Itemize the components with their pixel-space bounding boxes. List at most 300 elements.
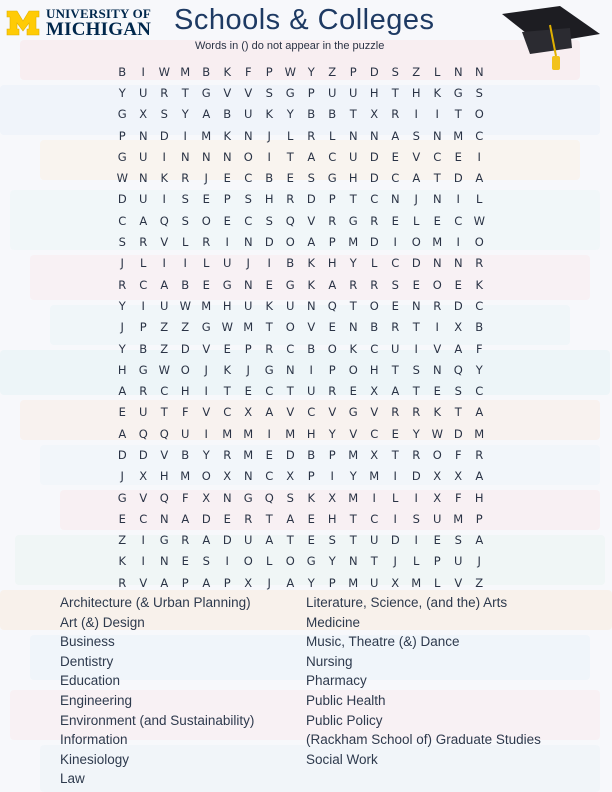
grid-letter: H xyxy=(348,171,359,186)
grid-letter: Y xyxy=(118,85,127,100)
word-list-right xyxy=(306,593,541,769)
grid-letter: D xyxy=(453,298,464,313)
grid-letter: A xyxy=(202,107,211,122)
grid-letter: I xyxy=(267,426,272,441)
grid-letter: E xyxy=(307,533,316,548)
grid-letter: X xyxy=(244,575,253,590)
grid-letter: Y xyxy=(286,107,295,122)
grid-letter: V xyxy=(244,85,253,100)
grid-letter: A xyxy=(454,341,463,356)
grid-row xyxy=(112,61,490,82)
grid-letter: T xyxy=(412,384,421,399)
grid-letter: X xyxy=(454,320,463,335)
grid-letter: T xyxy=(454,405,463,420)
grid-letter: M xyxy=(201,298,212,313)
grid-letter: L xyxy=(434,575,441,590)
grid-letter: B xyxy=(328,107,337,122)
grid-letter: N xyxy=(453,256,464,271)
grid-letter: L xyxy=(392,490,399,505)
grid-letter: S xyxy=(475,85,484,100)
grid-letter: O xyxy=(474,235,485,250)
grid-letter: S xyxy=(160,107,169,122)
grid-letter: I xyxy=(414,107,419,122)
grid-letter: N xyxy=(159,554,170,569)
grid-letter: O xyxy=(243,149,254,164)
grid-letter: A xyxy=(265,405,274,420)
grid-letter: H xyxy=(159,469,170,484)
grid-letter: U xyxy=(244,298,253,313)
grid-letter: Z xyxy=(181,320,190,335)
grid-letter: U xyxy=(328,85,337,100)
grid-letter: E xyxy=(202,277,211,292)
grid-letter: N xyxy=(285,362,296,377)
grid-letter: C xyxy=(265,384,274,399)
grid-letter: A xyxy=(160,575,169,590)
grid-letter: W xyxy=(158,64,171,79)
grid-letter: S xyxy=(265,85,274,100)
grid-letter: R xyxy=(391,320,400,335)
grid-letter: S xyxy=(412,128,421,143)
grid-letter: T xyxy=(349,107,358,122)
word-list-item: Engineering xyxy=(60,692,133,708)
grid-letter: V xyxy=(160,447,169,462)
grid-letter: U xyxy=(139,405,148,420)
grid-letter: P xyxy=(328,235,337,250)
grid-letter: I xyxy=(456,235,461,250)
grid-row xyxy=(112,487,490,508)
grid-letter: R xyxy=(265,341,274,356)
grid-letter: X xyxy=(286,469,295,484)
grid-letter: I xyxy=(309,362,314,377)
grid-letter: R xyxy=(328,384,337,399)
grid-letter: D xyxy=(180,341,191,356)
word-list-item: Education xyxy=(60,673,121,689)
grid-letter: G xyxy=(222,277,233,292)
grid-row xyxy=(112,231,490,252)
grid-letter: C xyxy=(244,171,253,186)
grid-letter: F xyxy=(454,490,463,505)
grid-letter: P xyxy=(433,554,442,569)
grid-letter: A xyxy=(328,277,337,292)
grid-letter: D xyxy=(369,235,380,250)
grid-letter: U xyxy=(244,107,253,122)
grid-letter: W xyxy=(116,171,129,186)
grid-letter: H xyxy=(264,192,275,207)
grid-letter: O xyxy=(243,554,254,569)
grid-letter: E xyxy=(223,341,232,356)
grid-letter: L xyxy=(266,554,273,569)
grid-letter: E xyxy=(265,447,274,462)
grid-letter: R xyxy=(475,256,484,271)
grid-row xyxy=(112,551,490,572)
grid-letter: V xyxy=(370,405,379,420)
grid-letter: T xyxy=(223,384,232,399)
grid-letter: I xyxy=(141,554,146,569)
grid-letter: L xyxy=(287,128,294,143)
grid-letter: X xyxy=(391,575,400,590)
grid-letter: N xyxy=(432,192,443,207)
grid-letter: D xyxy=(369,64,380,79)
grid-letter: R xyxy=(475,447,484,462)
grid-letter: B xyxy=(475,320,484,335)
grid-letter: G xyxy=(453,85,464,100)
grid-letter: H xyxy=(327,256,338,271)
grid-letter: A xyxy=(307,149,316,164)
grid-letter: T xyxy=(286,149,295,164)
grid-letter: E xyxy=(454,149,463,164)
grid-letter: J xyxy=(120,320,125,335)
grid-row xyxy=(112,423,490,444)
grid-letter: E xyxy=(391,298,400,313)
grid-row xyxy=(112,189,490,210)
grid-letter: W xyxy=(431,426,444,441)
grid-letter: V xyxy=(349,426,358,441)
grid-letter: P xyxy=(265,64,274,79)
grid-letter: Y xyxy=(181,107,190,122)
grid-row xyxy=(112,338,490,359)
grid-letter: C xyxy=(160,384,169,399)
grid-letter: N xyxy=(348,320,359,335)
grid-letter: D xyxy=(138,447,149,462)
grid-letter: S xyxy=(181,192,190,207)
word-list-item: Public Health xyxy=(306,692,386,708)
grid-letter: M xyxy=(411,575,422,590)
grid-letter: V xyxy=(160,235,169,250)
grid-letter: J xyxy=(246,362,251,377)
grid-letter: K xyxy=(307,256,316,271)
grid-letter: O xyxy=(411,235,422,250)
grid-letter: S xyxy=(118,235,127,250)
grid-letter: S xyxy=(244,192,253,207)
grid-letter: R xyxy=(349,277,358,292)
grid-letter: X xyxy=(433,469,442,484)
grid-letter: K xyxy=(475,277,484,292)
grid-letter: R xyxy=(391,405,400,420)
grid-letter: R xyxy=(202,235,211,250)
grid-letter: D xyxy=(369,171,380,186)
block-m-icon xyxy=(6,9,40,37)
grid-letter: V xyxy=(202,405,211,420)
grid-letter: K xyxy=(265,107,274,122)
grid-letter: W xyxy=(473,213,486,228)
grid-letter: N xyxy=(222,149,233,164)
word-list-item: Art (&) Design xyxy=(60,614,145,630)
grid-letter: S xyxy=(412,362,421,377)
grid-letter: U xyxy=(370,575,379,590)
grid-letter: M xyxy=(180,64,191,79)
grid-letter: E xyxy=(412,277,421,292)
grid-letter: N xyxy=(138,128,149,143)
grid-letter: I xyxy=(162,256,167,271)
grid-row xyxy=(112,530,490,551)
grid-letter: N xyxy=(138,171,149,186)
grid-letter: W xyxy=(158,362,171,377)
grid-letter: U xyxy=(433,511,442,526)
grid-letter: K xyxy=(265,298,274,313)
grid-letter: T xyxy=(286,533,295,548)
grid-letter: F xyxy=(181,490,190,505)
grid-letter: N xyxy=(348,554,359,569)
grid-letter: V xyxy=(454,575,463,590)
word-list-item: Music, Theatre (&) Dance xyxy=(306,634,460,650)
word-list-item: Public Policy xyxy=(306,712,383,728)
grid-letter: I xyxy=(141,64,146,79)
grid-letter: M xyxy=(285,426,296,441)
grid-letter: D xyxy=(453,171,464,186)
grid-letter: E xyxy=(118,511,127,526)
grid-letter: X xyxy=(433,490,442,505)
grid-letter: Y xyxy=(475,362,484,377)
grid-letter: J xyxy=(204,362,209,377)
grid-letter: G xyxy=(201,85,212,100)
grid-letter: G xyxy=(117,149,128,164)
grid-letter: E xyxy=(181,554,190,569)
grid-letter: X xyxy=(139,469,148,484)
grid-letter: H xyxy=(327,511,338,526)
grid-letter: M xyxy=(348,575,359,590)
grid-letter: M xyxy=(180,469,191,484)
grid-letter: N xyxy=(222,490,233,505)
grid-letter: Y xyxy=(349,256,358,271)
grid-letter: W xyxy=(284,64,297,79)
grid-letter: D xyxy=(453,426,464,441)
word-list-item: Nursing xyxy=(306,653,353,669)
grid-letter: U xyxy=(181,426,190,441)
grid-letter: P xyxy=(139,320,148,335)
grid-letter: N xyxy=(243,235,254,250)
logo-line-1: UNIVERSITY OF xyxy=(46,6,152,21)
grid-letter: G xyxy=(327,171,338,186)
grid-letter: K xyxy=(433,405,442,420)
grid-letter: E xyxy=(391,149,400,164)
grid-letter: J xyxy=(120,256,125,271)
grid-letter: N xyxy=(432,256,443,271)
grid-letter: U xyxy=(139,192,148,207)
grid-letter: A xyxy=(139,213,148,228)
grid-letter: R xyxy=(181,171,190,186)
grid-letter: A xyxy=(118,426,127,441)
grid-letter: B xyxy=(286,256,295,271)
grid-letter: M xyxy=(222,426,233,441)
grid-row xyxy=(112,295,490,316)
grid-letter: H xyxy=(306,426,317,441)
grid-letter: G xyxy=(201,320,212,335)
grid-letter: E xyxy=(223,511,232,526)
grid-letter: J xyxy=(246,256,251,271)
grid-letter: A xyxy=(475,469,484,484)
grid-letter: A xyxy=(118,384,127,399)
grid-letter: I xyxy=(393,469,398,484)
grid-letter: P xyxy=(244,341,253,356)
grid-letter: O xyxy=(348,362,359,377)
grid-letter: T xyxy=(391,362,400,377)
grid-letter: X xyxy=(370,107,379,122)
grid-letter: O xyxy=(285,320,296,335)
grid-letter: D xyxy=(201,511,212,526)
grid-letter: T xyxy=(160,405,169,420)
grid-letter: N xyxy=(432,362,443,377)
grid-letter: N xyxy=(243,128,254,143)
grid-letter: M xyxy=(348,235,359,250)
grid-row xyxy=(112,359,490,380)
grid-letter: B xyxy=(118,64,127,79)
grid-letter: Q xyxy=(453,362,464,377)
grid-letter: T xyxy=(349,511,358,526)
grid-letter: A xyxy=(265,533,274,548)
grid-letter: L xyxy=(371,256,378,271)
grid-letter: I xyxy=(141,533,146,548)
grid-letter: Q xyxy=(264,490,275,505)
grid-letter: M xyxy=(243,447,254,462)
grid-letter: C xyxy=(475,384,484,399)
university-logo xyxy=(6,7,151,39)
grid-letter: N xyxy=(432,128,443,143)
grid-letter: E xyxy=(244,384,253,399)
word-list-item: Social Work xyxy=(306,751,378,767)
grid-letter: U xyxy=(244,533,253,548)
grid-letter: I xyxy=(414,341,419,356)
grid-letter: W xyxy=(179,298,192,313)
grid-letter: P xyxy=(307,85,316,100)
grid-letter: U xyxy=(391,341,400,356)
grid-letter: O xyxy=(432,447,443,462)
grid-letter: I xyxy=(225,554,230,569)
grid-letter: E xyxy=(223,171,232,186)
grid-letter: S xyxy=(307,171,316,186)
grid-letter: I xyxy=(435,320,440,335)
grid-letter: A xyxy=(475,171,484,186)
grid-letter: L xyxy=(413,213,420,228)
grid-letter: N xyxy=(201,149,212,164)
grid-row xyxy=(112,380,490,401)
grid-letter: H xyxy=(369,85,380,100)
grid-letter: R xyxy=(139,235,148,250)
grid-letter: G xyxy=(138,362,149,377)
grid-letter: G xyxy=(117,107,128,122)
grid-row xyxy=(112,167,490,188)
grid-letter: E xyxy=(391,213,400,228)
grid-letter: D xyxy=(117,447,128,462)
grid-letter: K xyxy=(307,490,316,505)
grid-letter: G xyxy=(285,277,296,292)
word-list-item: (Rackham School of) Graduate Studies xyxy=(306,732,541,748)
grid-letter: O xyxy=(369,298,380,313)
grid-letter: T xyxy=(370,554,379,569)
grid-letter: N xyxy=(159,511,170,526)
grid-letter: Q xyxy=(327,298,338,313)
grid-letter: R xyxy=(244,511,253,526)
grid-letter: E xyxy=(433,213,442,228)
word-list-item: Literature, Science, (and the) Arts xyxy=(306,595,508,610)
grid-letter: C xyxy=(223,405,232,420)
grid-letter: Q xyxy=(159,213,170,228)
grid-letter: Z xyxy=(160,341,169,356)
grid-letter: M xyxy=(432,235,443,250)
grid-letter: D xyxy=(117,192,128,207)
grid-letter: G xyxy=(348,405,359,420)
grid-letter: A xyxy=(202,575,211,590)
grid-letter: O xyxy=(201,469,212,484)
grid-letter: I xyxy=(372,490,377,505)
grid-letter: J xyxy=(267,575,272,590)
grid-letter: I xyxy=(204,426,209,441)
grid-letter: F xyxy=(244,64,253,79)
grid-letter: C xyxy=(370,511,379,526)
grid-letter: R xyxy=(412,447,421,462)
grid-letter: Y xyxy=(118,298,127,313)
grid-letter: N xyxy=(453,64,464,79)
grid-letter: G xyxy=(264,362,275,377)
grid-letter: N xyxy=(306,298,317,313)
grid-letter: P xyxy=(181,575,190,590)
grid-letter: R xyxy=(328,213,337,228)
grid-letter: C xyxy=(328,149,337,164)
grid-letter: A xyxy=(391,128,400,143)
grid-letter: O xyxy=(327,341,338,356)
grid-letter: X xyxy=(139,107,148,122)
graduation-cap-icon xyxy=(500,4,602,76)
grid-letter: R xyxy=(370,277,379,292)
grid-row xyxy=(112,274,490,295)
grid-letter: P xyxy=(475,511,484,526)
grid-letter: L xyxy=(203,256,210,271)
grid-letter: S xyxy=(328,533,337,548)
grid-letter: Q xyxy=(159,426,170,441)
grid-letter: X xyxy=(454,469,463,484)
grid-letter: O xyxy=(285,235,296,250)
grid-letter: T xyxy=(412,320,421,335)
grid-letter: Z xyxy=(160,320,169,335)
word-list-item: Dentistry xyxy=(60,653,114,669)
grid-letter: U xyxy=(307,384,316,399)
grid-letter: M xyxy=(453,128,464,143)
grid-letter: Q xyxy=(138,426,149,441)
grid-letter: I xyxy=(225,235,230,250)
grid-letter: N xyxy=(369,128,380,143)
grid-letter: E xyxy=(265,277,274,292)
grid-letter: I xyxy=(162,149,167,164)
grid-letter: V xyxy=(307,213,316,228)
grid-letter: D xyxy=(306,192,317,207)
grid-letter: G xyxy=(243,490,254,505)
grid-letter: A xyxy=(286,511,295,526)
grid-letter: C xyxy=(286,341,295,356)
grid-letter: A xyxy=(475,405,484,420)
grid-letter: N xyxy=(474,64,485,79)
grid-letter: P xyxy=(223,192,232,207)
grid-letter: P xyxy=(349,64,358,79)
grid-letter: C xyxy=(391,256,400,271)
grid-letter: O xyxy=(180,362,191,377)
grid-letter: Y xyxy=(328,554,337,569)
grid-letter: I xyxy=(414,533,419,548)
grid-letter: G xyxy=(117,490,128,505)
grid-letter: B xyxy=(223,107,232,122)
grid-letter: M xyxy=(348,490,359,505)
grid-letter: T xyxy=(433,171,442,186)
grid-letter: S xyxy=(286,490,295,505)
grid-letter: D xyxy=(411,256,422,271)
word-list-left xyxy=(60,593,254,789)
grid-letter: J xyxy=(120,469,125,484)
grid-letter: F xyxy=(475,341,484,356)
grid-letter: U xyxy=(160,298,169,313)
grid-letter: M xyxy=(243,426,254,441)
grid-letter: A xyxy=(391,384,400,399)
grid-letter: B xyxy=(307,107,316,122)
grid-letter: U xyxy=(454,554,463,569)
grid-letter: Z xyxy=(328,64,337,79)
